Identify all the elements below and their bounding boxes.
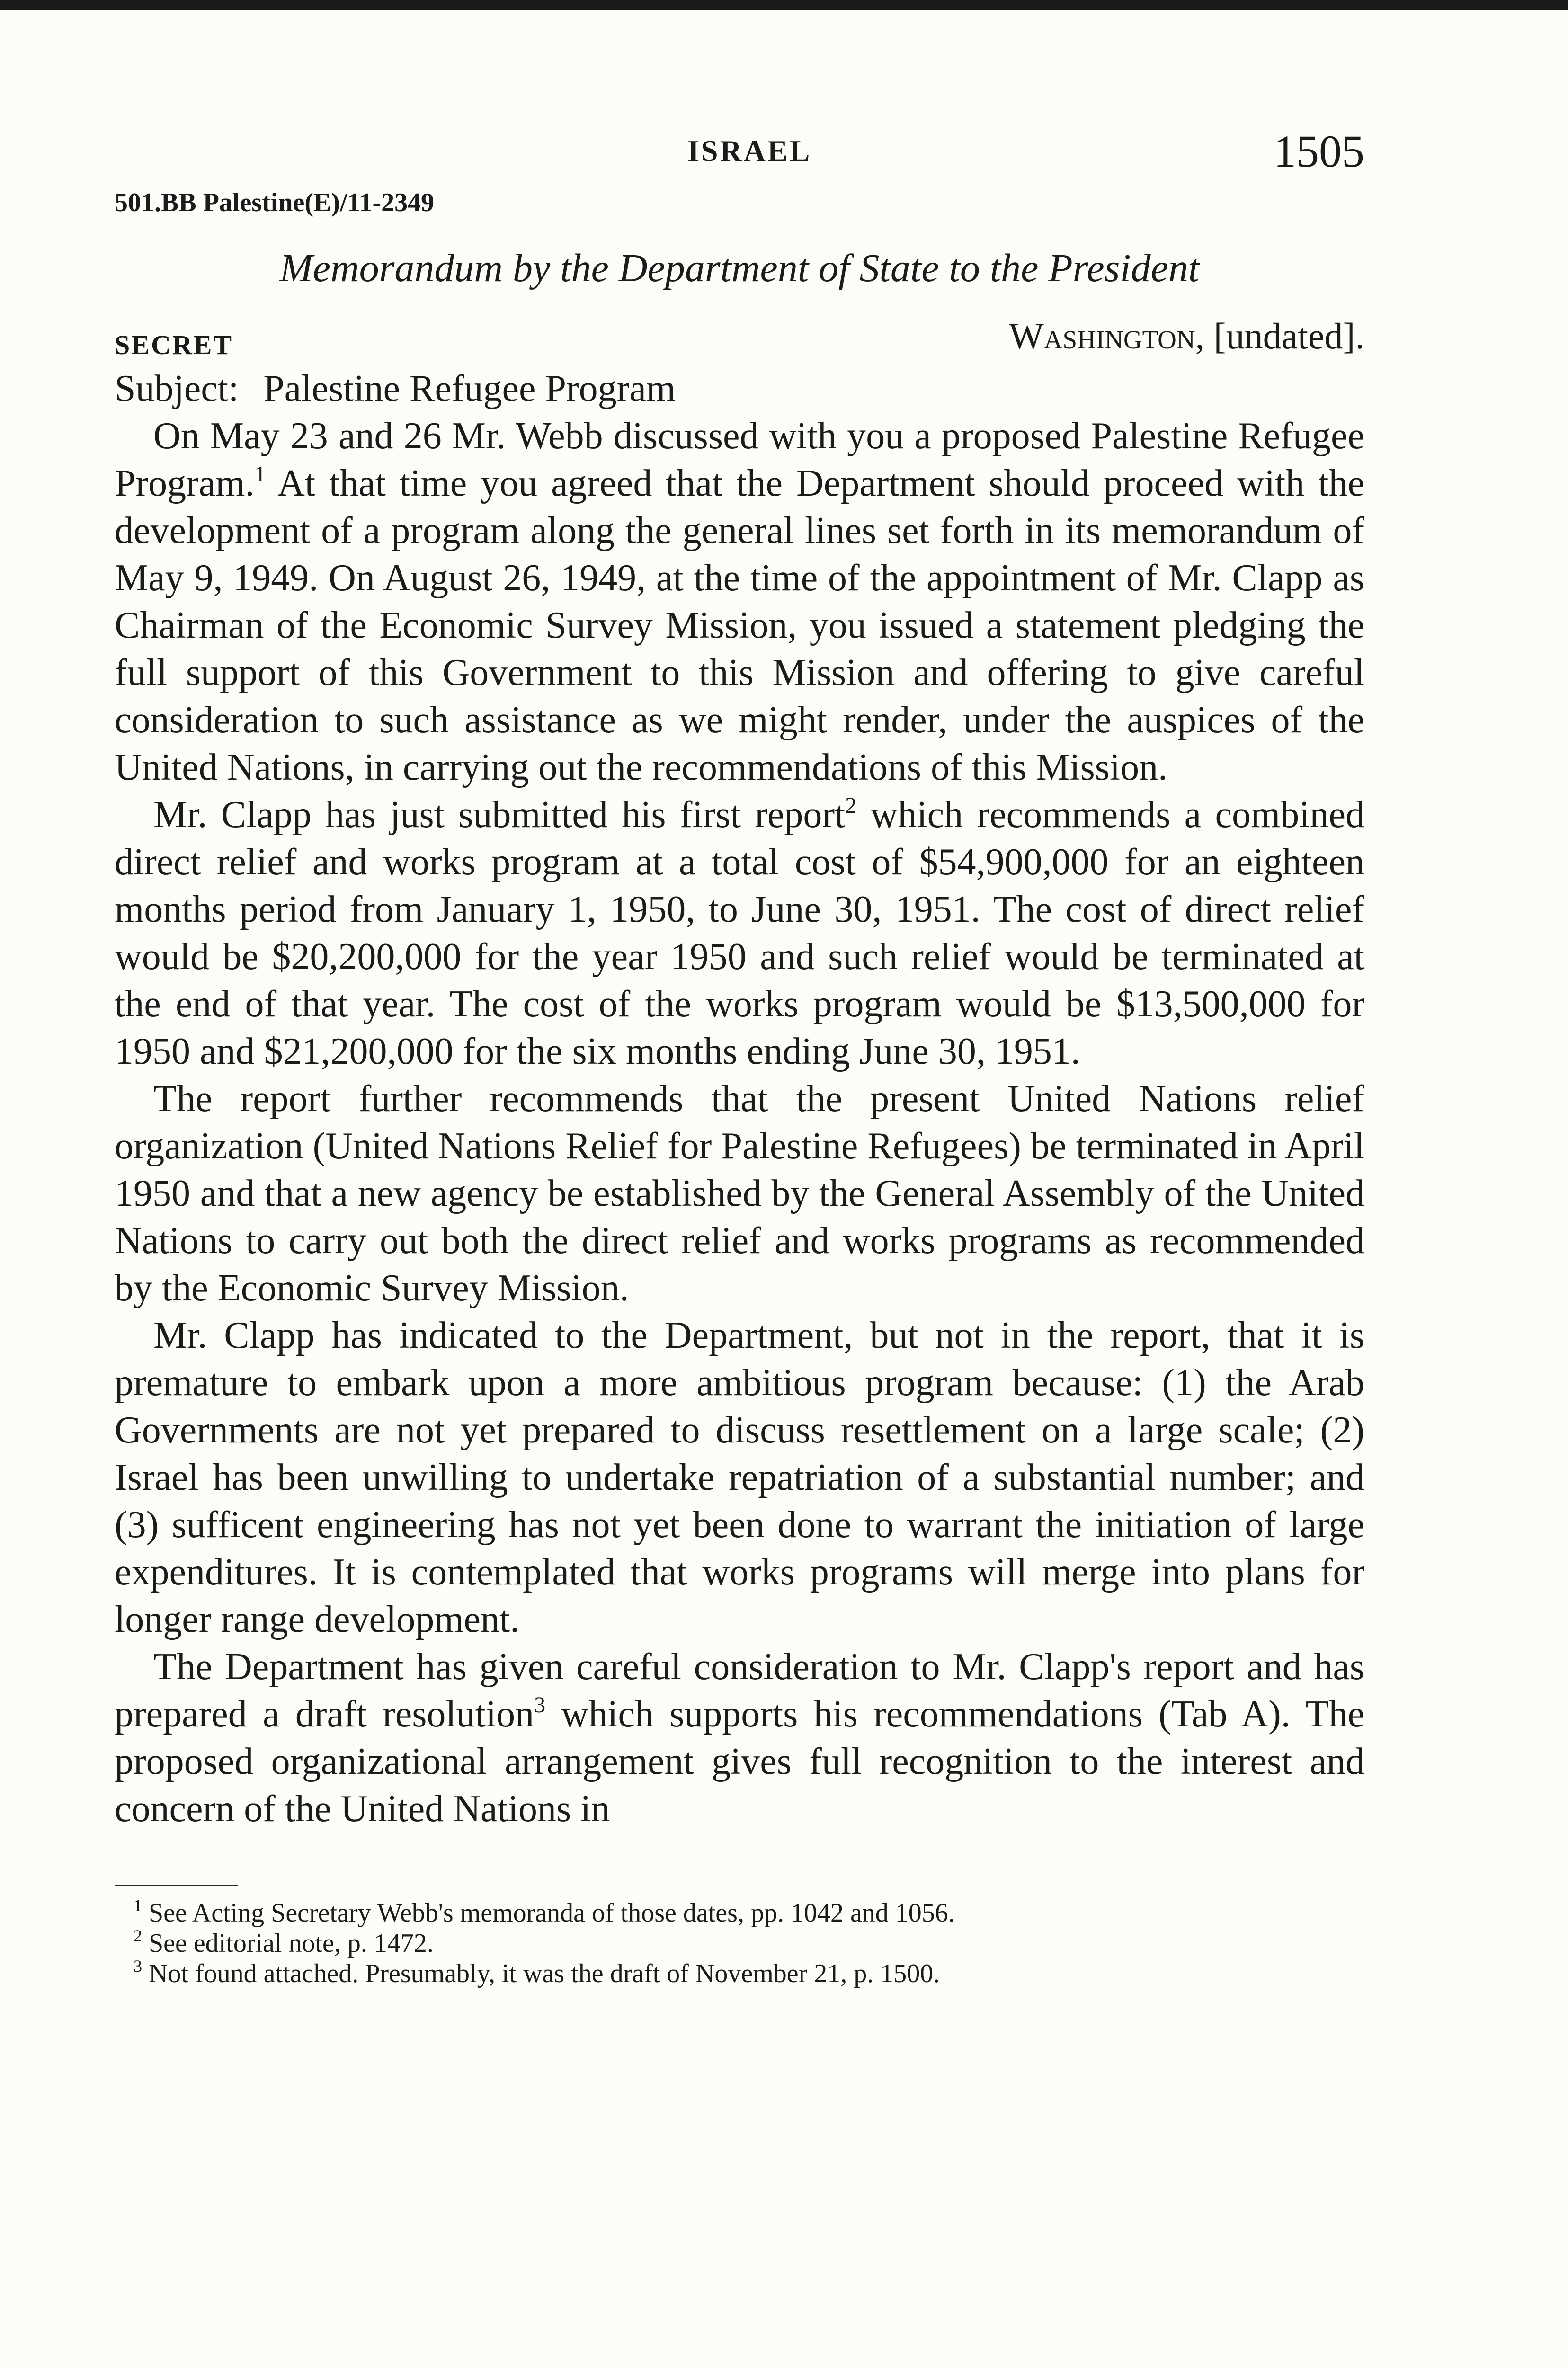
classification: SECRET (115, 329, 233, 360)
footnote-mark: 2 (134, 1926, 142, 1945)
paragraph-text: The report further recommends that the present United Nations relief organization (United Nations Relief for Palestine Refugees) be terminated in April 1950 and that a new agency be established by the General Assembly of the United Nations to carry out both the direct relief and works programs as recommended by the Economic Survey Mission. (115, 1078, 1364, 1309)
classification-dateline (115, 315, 1364, 368)
running-title: ISRAEL (687, 134, 812, 168)
running-head (115, 128, 1364, 185)
paragraph-text: Mr. Clapp has just submitted his first report (153, 794, 846, 836)
paragraph (115, 412, 1364, 791)
footnote-mark: 3 (134, 1957, 142, 1975)
paragraph (115, 1643, 1364, 1833)
footnote-reference: 1 (254, 462, 266, 487)
file-reference: 501.BB Palestine(E)/11-2349 (115, 188, 435, 217)
footnote-text: Not found attached. Presumably, it was the draft of November 21, p. 1500. (142, 1959, 940, 1988)
footnote (115, 1958, 1364, 1989)
footnote-reference: 2 (845, 793, 857, 818)
footnote-divider (115, 1885, 238, 1886)
paragraph (115, 1075, 1364, 1312)
subject-text: Palestine Refugee Program (263, 368, 676, 409)
paragraph (115, 791, 1364, 1075)
footnote-text: See Acting Secretary Webb's memoranda of those dates, pp. 1042 and 1056. (142, 1898, 955, 1928)
footnote (115, 1928, 1364, 1958)
paragraph (115, 1312, 1364, 1643)
paragraph-text: which recommends a combined direct relief and works program at a total cost of $54,900,000 for an eighteen months period from January 1, 1950, to June 30, 1951. The cost of direct relief would be $20,200,000 for the year 1950 and such relief would be terminated at the end of that year. The cost of the works program would be $13,500,000 for 1950 and $21,200,000 for the six months ending June 30, 1951. (115, 794, 1364, 1072)
footnote-mark: 1 (134, 1896, 142, 1915)
top-border (0, 0, 1568, 10)
paragraph-text: At that time you agreed that the Department should proceed with the development of a program along the general lines set forth in its memorandum of May 9, 1949. On August 26, 1949, at the time of the appointment of Mr. Clapp as Chairman of the Economic Survey Mission, you issued a statement pledging the full support of this Government to this Mission and offering to give careful consideration to such assistance as we might render, under the auspices of the United Nations, in carrying out the recommendations of this Mission. (115, 463, 1364, 788)
paragraph-text: On May 23 and 26 Mr. Webb discussed with you a proposed Palestine Refugee Program. (115, 415, 1364, 504)
dateline-date: [undated]. (1213, 315, 1364, 356)
footnote-text: See editorial note, p. 1472. (142, 1929, 434, 1958)
paragraph-text: which supports his recommendations (Tab A). The proposed organizational arrangement gives full recognition to the interest and concern of the United Nations in (115, 1693, 1364, 1830)
subject-line (115, 365, 1364, 412)
dateline (1009, 315, 1364, 357)
memo-body (115, 412, 1364, 1833)
paragraph-text: The Department has given careful consideration to Mr. Clapp's report and has prepared a draft resolution (115, 1646, 1364, 1735)
paragraph-text: Mr. Clapp has indicated to the Department, but not in the report, that it is premature to embark upon a more ambitious program because: (1) the Arab Governments are not yet prepared to discuss resettlement on a large scale; (2) Israel has been unwilling to undertake repatriation of a substantial number; and (3) sufficent engineering has not yet been done to warrant the initiation of large expenditures. It is contemplated that works programs will merge into plans for longer range development. (115, 1315, 1364, 1640)
subject-label: Subject: (115, 368, 239, 409)
footnote-reference: 3 (534, 1692, 546, 1717)
page-number: 1505 (1274, 126, 1364, 177)
footnote (115, 1898, 1364, 1928)
document-page (115, 128, 1364, 1989)
dateline-place: Washington, (1009, 315, 1205, 356)
document-title: Memorandum by the Department of State to the President (279, 246, 1200, 290)
footnotes (115, 1898, 1364, 1989)
